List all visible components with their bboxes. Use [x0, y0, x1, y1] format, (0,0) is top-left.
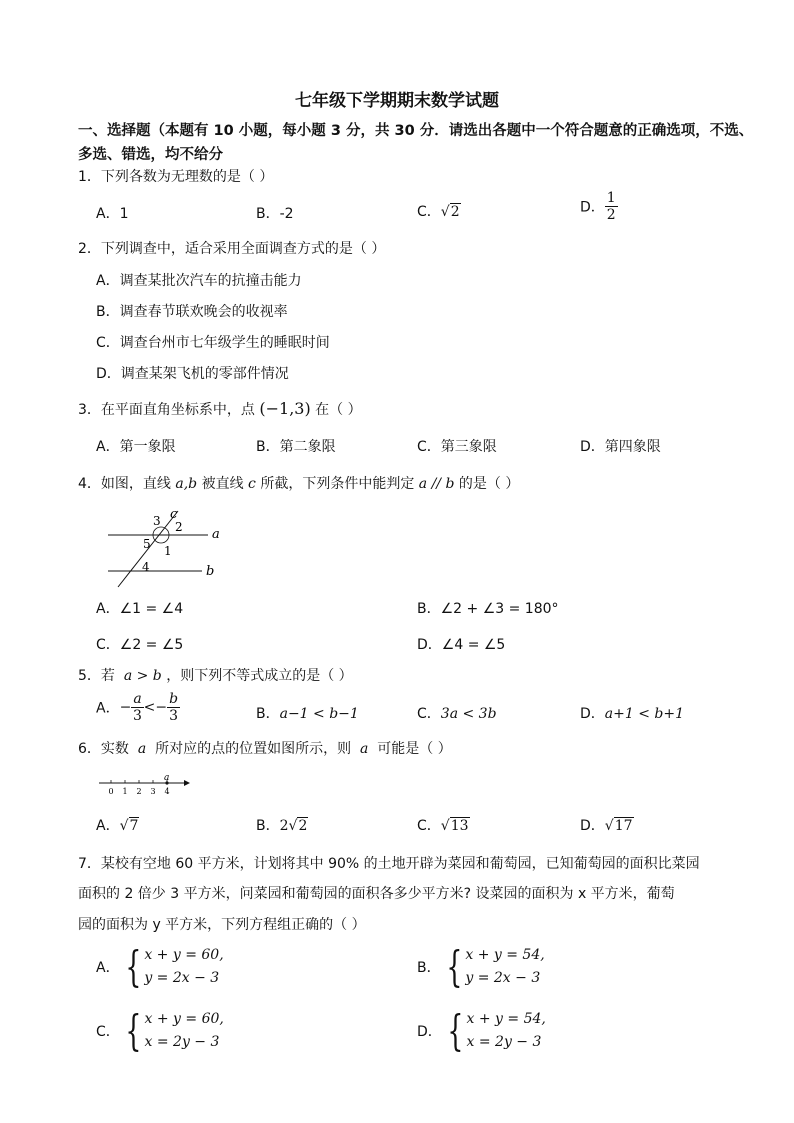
section-heading: 一、选择题（本题有 10 小题，每小题 3 分，共 30 分．请选出各题中一个符合题意的正确选项，不选、多选、错选，均不给分	[78, 123, 754, 163]
question-5-stem: 5．若 a > b ，则下列不等式成立的是（ ）	[78, 668, 353, 684]
parallel-lines-figure	[100, 505, 230, 590]
q7-option-d: D． { x + y = 54, x = 2y − 3	[417, 1006, 546, 1055]
q6-option-b: B．2√2	[256, 818, 308, 834]
question-7-line-2: 面积的 2 倍少 3 平方米，问菜园和葡萄园的面积各多少平方米? 设菜园的面积为 x 平方米，葡萄	[78, 886, 675, 902]
q5-option-d: D．a+1 < b+1	[580, 706, 684, 722]
question-7-line-1: 7．某校有空地 60 平方米，计划将其中 90% 的土地开辟为菜园和葡萄园，已知葡萄园的面积比菜园	[78, 856, 700, 872]
q1-option-d: D． $\frac{1}{2}$	[580, 190, 616, 223]
q2-option-c: C．调查台州市七年级学生的睡眠时间	[96, 335, 330, 351]
q4-option-c: C．∠2 = ∠5	[96, 637, 184, 653]
q6-option-c: C．√13	[417, 818, 469, 834]
label-a: a	[212, 527, 220, 542]
number-line-figure	[96, 770, 196, 798]
label-1: 1	[164, 544, 172, 558]
label-4: 4	[142, 560, 150, 574]
q1-option-b: B．-2	[256, 206, 294, 222]
q4-option-d: D．∠4 = ∠5	[417, 637, 506, 653]
tick-label: 0	[108, 787, 114, 796]
page-title: 七年级下学期期末数学试题	[295, 91, 499, 111]
q7-option-a: A． { x + y = 60, y = 2x − 3	[96, 942, 224, 991]
q3-option-a: A．第一象限	[96, 439, 176, 455]
q2-option-a: A．调查某批次汽车的抗撞击能力	[96, 273, 302, 289]
q3-option-b: B．第二象限	[256, 439, 336, 455]
tick-label: 2	[136, 787, 142, 796]
question-3-stem: 3．在平面直角坐标系中，点 (−1,3) 在（ ）	[78, 399, 362, 418]
question-4-stem: 4．如图，直线 a,b 被直线 c 所截，下列条件中能判定 a // b 的是（ ）	[78, 476, 520, 492]
q2-option-d: D．调查某架飞机的零部件情况	[96, 366, 289, 382]
q1-option-c: C．√2	[417, 204, 460, 220]
question-1-stem: 1．下列各数为无理数的是（ ）	[78, 169, 274, 185]
q4-option-b: B．∠2 + ∠3 = 180°	[417, 601, 559, 617]
label-3: 3	[153, 514, 161, 528]
q4-option-a: A．∠1 = ∠4	[96, 601, 184, 617]
tick-label: 1	[122, 787, 128, 796]
q5-option-c: C．3a < 3b	[417, 706, 497, 722]
q3-option-c: C．第三象限	[417, 439, 497, 455]
label-b: b	[206, 564, 215, 579]
q3-option-d: D．第四象限	[580, 439, 661, 455]
label-c: c	[170, 507, 178, 522]
q5-option-b: B．a−1 < b−1	[256, 706, 359, 722]
q2-option-b: B．调查春节联欢晚会的收视率	[96, 304, 288, 320]
question-6-stem: 6．实数 a 所对应的点的位置如图所示，则 a 可能是（ ）	[78, 741, 452, 757]
tick-label: 4	[164, 787, 170, 796]
q6-option-a: A．√7	[96, 818, 139, 834]
arrow-icon	[184, 780, 190, 786]
question-2-stem: 2．下列调查中，适合采用全面调查方式的是（ ）	[78, 241, 386, 257]
question-7-line-3: 园的面积为 y 平方米，下列方程组正确的（ ）	[78, 917, 366, 933]
tick-label: 3	[150, 787, 156, 796]
point-label: a	[164, 773, 170, 783]
label-5: 5	[143, 537, 151, 551]
q5-option-a: A．− $\frac{a}{3}$ <− $\frac{b}{3}$	[96, 691, 179, 724]
q6-option-d: D．√17	[580, 818, 633, 834]
q7-option-c: C． { x + y = 60, x = 2y − 3	[96, 1006, 224, 1055]
q1-option-a: A．1	[96, 206, 129, 222]
q7-option-b: B． { x + y = 54, y = 2x − 3	[417, 942, 545, 991]
label-2: 2	[175, 520, 183, 534]
